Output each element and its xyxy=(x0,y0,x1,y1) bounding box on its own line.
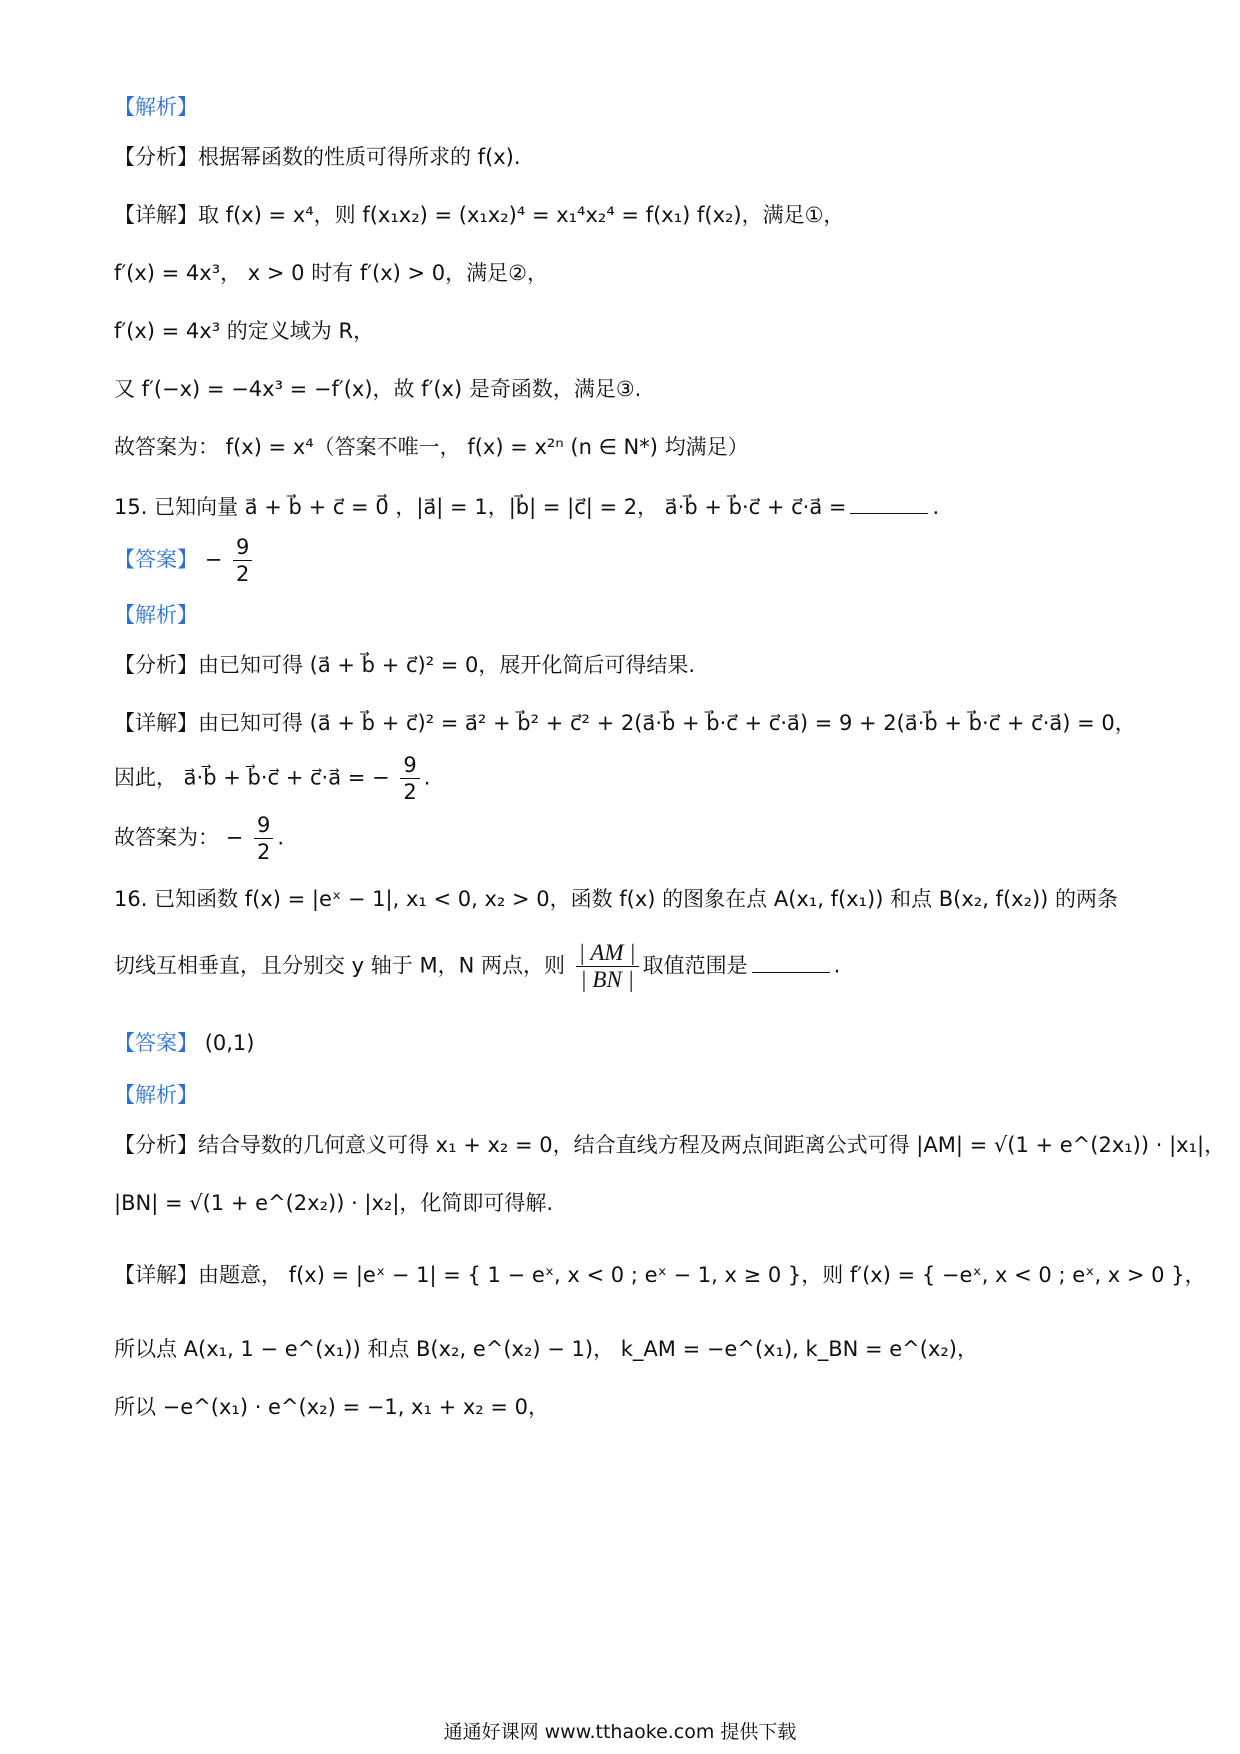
detail-line: 【详解】取 f(x) = x⁴，则 f(x₁x₂) = (x₁x₂)⁴ = x₁⁴x₂⁴ = f(x₁) f(x₂)，满足①， xyxy=(114,203,845,227)
answer-line: 故答案为： f(x) = x⁴（答案不唯一， f(x) = x²ⁿ (n ∈ N*) 均满足） xyxy=(114,435,749,459)
section-label-analysis: 【解析】 xyxy=(114,603,198,627)
question-15: 15. 已知向量 a⃗ + b⃗ + c⃗ = 0⃗ ，|a⃗| = 1，|b⃗| = |c⃗| = 2， a⃗·b⃗ + b⃗·c⃗ + c⃗·a⃗ = . xyxy=(114,495,940,519)
detail-line: 【详解】由题意， f(x) = |eˣ − 1| = { 1 − eˣ, x < 0 ; eˣ − 1, x ≥ 0 }，则 f′(x) = { −eˣ, x < 0 ; eˣ, x > 0 }， xyxy=(114,1263,1206,1287)
analysis-line: 【分析】结合导数的几何意义可得 x₁ + x₂ = 0，结合直线方程及两点间距离公式可得 |AM| = √(1 + e^(2x₁)) · |x₁|， xyxy=(114,1133,1226,1157)
answer-15: 【答案】 − $\frac{9}{2}$ xyxy=(114,534,256,587)
detail-line: f′(x) = 4x³ 的定义域为 R， xyxy=(114,319,375,343)
answer-line: 故答案为： − $\frac{9}{2}$ . xyxy=(114,813,285,864)
question-16-cont: 切线互相垂直，且分别交 y 轴于 M，N 两点，则 $\frac{| AM |}{| BN |}$ 取值范围是 . xyxy=(114,940,841,992)
detail-line: 因此， a⃗·b⃗ + b⃗·c⃗ + c⃗·a⃗ = − $\frac{9}{2}$ . xyxy=(114,753,431,804)
question-16: 16. 已知函数 f(x) = |eˣ − 1|, x₁ < 0, x₂ > 0，函数 f(x) 的图象在点 A(x₁, f(x₁)) 和点 B(x₂, f(x₂)) 的两条 xyxy=(114,887,1119,911)
answer-16: 【答案】 (0,1) xyxy=(114,1031,255,1055)
detail-line: 又 f′(−x) = −4x³ = −f′(x)，故 f′(x) 是奇函数，满足③. xyxy=(114,377,642,401)
answer-blank xyxy=(752,952,830,973)
detail-line: 所以 −e^(x₁) · e^(x₂) = −1, x₁ + x₂ = 0， xyxy=(114,1395,549,1419)
detail-line: 【详解】由已知可得 (a⃗ + b⃗ + c⃗)² = a⃗² + b⃗² + c⃗² + 2(a⃗·b⃗ + b⃗·c⃗ + c⃗·a⃗) = 9 + 2(a⃗·b⃗ + b⃗·c⃗ + c⃗·a⃗) = 0， xyxy=(114,711,1136,735)
fraction-result: $\frac{9}{2}$ xyxy=(400,752,419,805)
section-label-analysis: 【解析】 xyxy=(114,95,198,119)
detail-line: f′(x) = 4x³， x > 0 时有 f′(x) > 0，满足②， xyxy=(114,261,548,285)
section-label-analysis: 【解析】 xyxy=(114,1083,198,1107)
footer-credit: 通通好课网 www.tthaoke.com 提供下载 xyxy=(443,1721,797,1743)
detail-line: 所以点 A(x₁, 1 − e^(x₁)) 和点 B(x₂, e^(x₂) − 1)， k_AM = −e^(x₁), k_BN = e^(x₂)， xyxy=(114,1337,979,1361)
answer-blank xyxy=(850,493,928,514)
analysis-line: |BN| = √(1 + e^(2x₂)) · |x₂|，化简即可得解. xyxy=(114,1191,554,1215)
fraction-answer15: $\frac{9}{2}$ xyxy=(233,534,252,587)
analysis-line: 【分析】由已知可得 (a⃗ + b⃗ + c⃗)² = 0，展开化简后可得结果. xyxy=(114,653,696,677)
fraction-result: $\frac{9}{2}$ xyxy=(254,812,273,865)
analysis-line: 【分析】根据幂函数的性质可得所求的 f(x). xyxy=(114,145,521,169)
fraction-ratio: $\frac{| AM |}{| BN |}$ xyxy=(576,940,639,993)
